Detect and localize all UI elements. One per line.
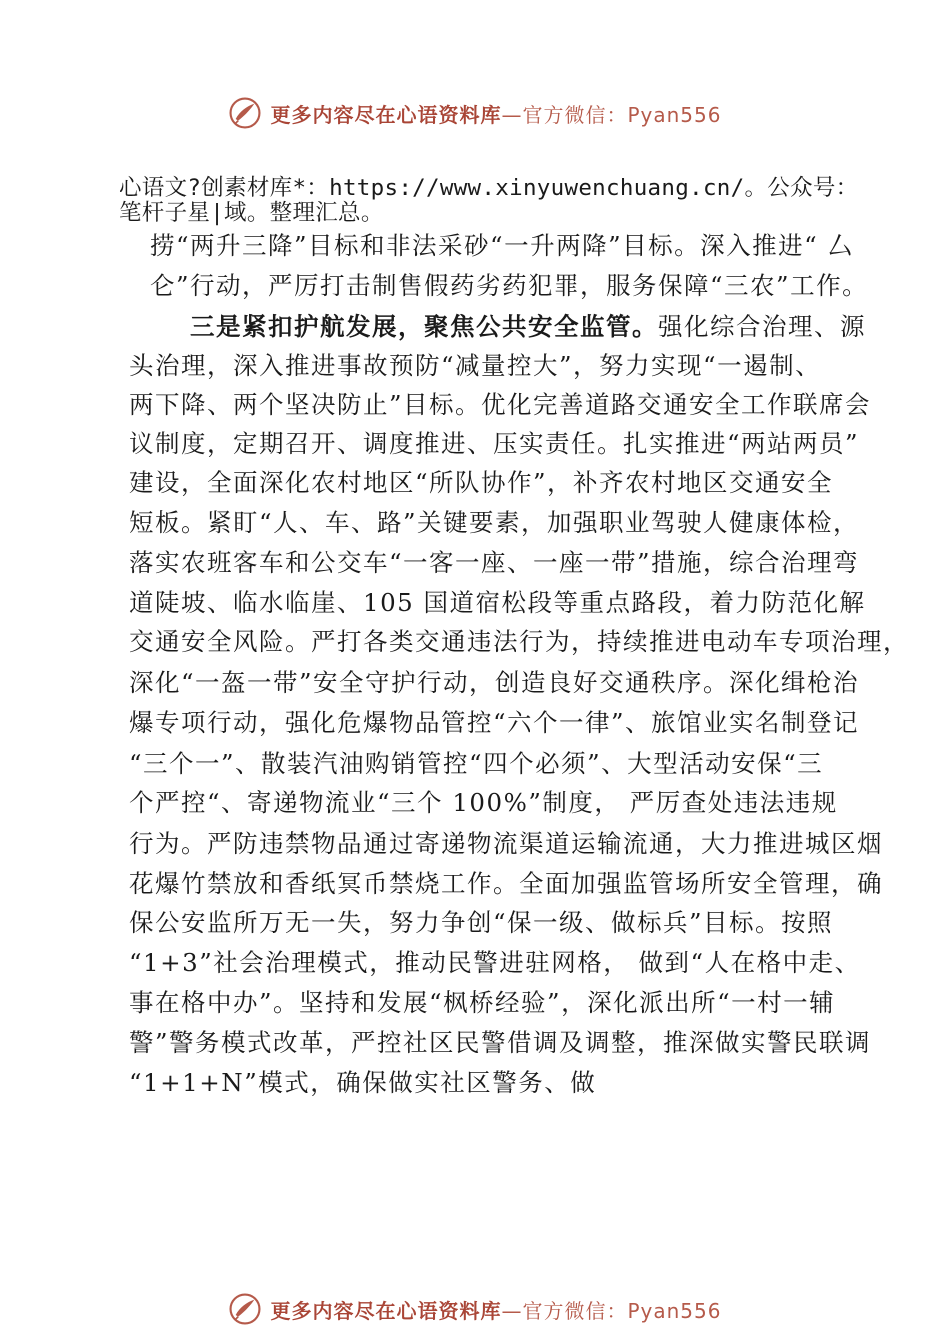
brush-logo-icon (228, 1292, 262, 1326)
section-line: 交通安全风险。严打各类交通违法行为，持续推进电动车专项治理， (129, 627, 909, 656)
intro-line: 仑”行动，严厉打击制售假药劣药犯罪，服务保障“三农”工作。 (150, 271, 869, 300)
section-line: 保公安监所万无一失，努力争创“保一级、做标兵”目标。按照 (129, 908, 834, 937)
brush-logo-icon (228, 96, 262, 130)
source-note-line: 笔杆子星|域。整理汇总。 (119, 200, 384, 226)
section-line: 道陡坡、临水临崖、105 国道宿松段等重点路段，着力防范化解 (129, 588, 866, 617)
header-banner-title: 更多内容尽在心语资料库 (270, 102, 502, 127)
section-line: “1+3”社会治理模式，推动民警进驻网格， 做到“人在格中走、 (129, 948, 861, 977)
footer-banner-text (270, 1295, 721, 1324)
section-line: “三个一”、散装汽油购销管控“四个必须”、大型活动安保“三 (129, 749, 824, 778)
section-line: 行为。严防违禁物品通过寄递物流渠道运输流通，大力推进城区烟 (129, 829, 883, 858)
section-first-line (190, 312, 866, 342)
source-note-line: 心语文?创素材库*：https://www.xinyuwenchuang.cn/。公众号： (119, 175, 859, 201)
section-line: 警”警务模式改革，严控社区民警借调及调整，推深做实警民联调 (129, 1028, 872, 1057)
section-line: 花爆竹禁放和香纸冥币禁烧工作。全面加强监管场所安全管理，确 (129, 869, 883, 898)
section-line: 两下降、两个坚决防止”目标。优化完善道路交通安全工作联席会 (129, 390, 872, 419)
section-line: 事在格中办”。坚持和发展“枫桥经验”，深化派出所“一村一辅 (129, 988, 836, 1017)
section-line: 头治理，深入推进事故预防“减量控大”，努力实现“一遏制、 (129, 351, 822, 380)
section-line: “1+1+N”模式，确保做实社区警务、做 (129, 1068, 597, 1097)
header-banner-wechat: —官方微信：Pyan556 (501, 102, 722, 127)
footer-banner-title: 更多内容尽在心语资料库 (270, 1298, 502, 1323)
footer-banner (0, 1292, 950, 1326)
section-line: 深化“一盔一带”安全守护行动，创造良好交通秩序。深化缉枪治 (129, 668, 860, 697)
header-banner-text (270, 99, 721, 128)
intro-line: 捞“两升三降”目标和非法采砂“一升两降”目标。深入推进“ 厶 (150, 231, 854, 260)
section-line: 爆专项行动，强化危爆物品管控“六个一律”、旅馆业实名制登记 (129, 708, 860, 737)
section-line: 短板。紧盯“人、车、路”关键要素，加强职业驾驶人健康体检， (129, 508, 860, 537)
section-lead-heading: 三是紧扣护航发展，聚焦公共安全监管。 (190, 312, 658, 341)
section-line: 议制度，定期召开、调度推进、压实责任。扎实推进“两站两员” (129, 429, 860, 458)
header-banner (0, 96, 950, 130)
footer-banner-wechat: —官方微信：Pyan556 (501, 1298, 722, 1323)
section-line: 个严控“、寄递物流业“三个 100%”制度， 严厉查处违法违规 (129, 788, 838, 817)
section-line: 建设，全面深化农村地区“所队协作”，补齐农村地区交通安全 (129, 468, 834, 497)
section-first-line-rest: 强化综合治理、源 (658, 312, 866, 341)
section-line: 落实农班客车和公交车“一客一座、一座一带”措施，综合治理弯 (129, 548, 860, 577)
